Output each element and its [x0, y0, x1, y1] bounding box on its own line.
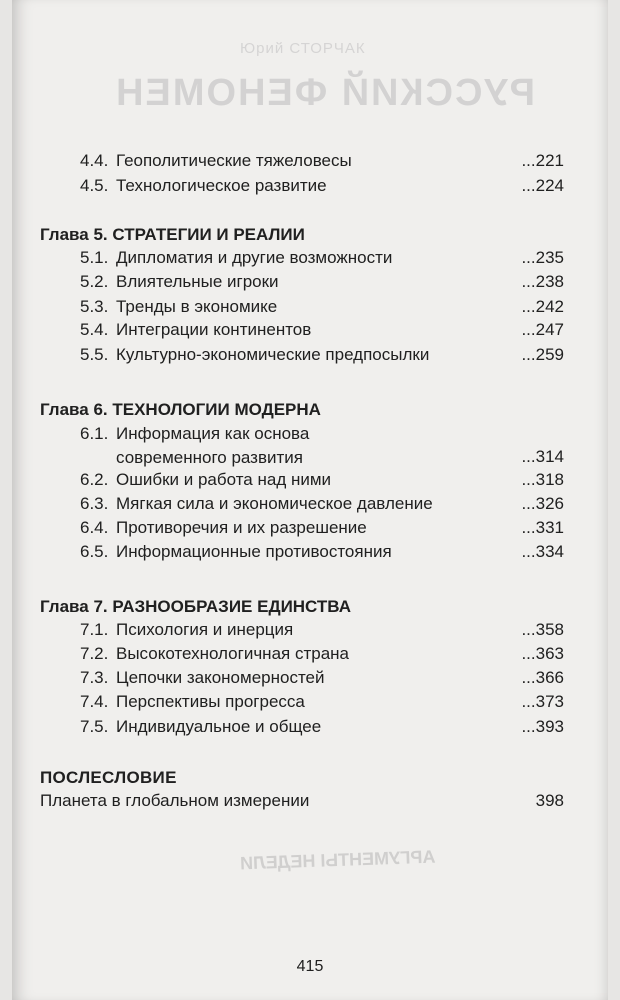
entry-title: Индивидуальное и общее	[116, 717, 322, 736]
entry-title: Психология и инерция	[116, 620, 294, 639]
entry-number: 7.1.	[80, 620, 109, 639]
entry-page: ...358	[521, 620, 564, 639]
entry-title: Противоречия и их разрешение	[116, 518, 367, 537]
entry-number: 4.4.	[80, 151, 109, 170]
entry-title: Тренды в экономике	[116, 297, 278, 316]
entry-title: Интеграции континентов	[116, 320, 312, 339]
entry-number: 5.1.	[80, 248, 109, 267]
chapter-5-heading[interactable]: Глава 5. СТРАТЕГИИ И РЕАЛИИ	[40, 225, 305, 244]
entry-page: ...366	[521, 668, 564, 687]
entry-number: 7.3.	[80, 668, 109, 687]
entry-page: ...318	[521, 470, 564, 489]
entry-title: Планета в глобальном измерении	[40, 791, 310, 810]
bleedthrough-publisher-logo: АРГУМЕНТЫ НЕДЕЛИ	[239, 846, 436, 874]
entry-page: ...373	[521, 692, 564, 711]
entry-page: ...235	[521, 248, 564, 267]
entry-title: Цепочки закономерностей	[116, 668, 325, 687]
entry-title: Геополитические тяжеловесы	[116, 151, 352, 170]
chapter-7-heading[interactable]: Глава 7. РАЗНООБРАЗИЕ ЕДИНСТВА	[40, 597, 352, 616]
entry-title-line-1: Информация как основа	[116, 424, 310, 443]
entry-page: ...363	[521, 644, 564, 663]
entry-number: 6.3.	[80, 494, 109, 513]
entry-number: 7.4.	[80, 692, 109, 711]
entry-number: 6.4.	[80, 518, 109, 537]
entry-title: Перспективы прогресса	[116, 692, 305, 711]
entry-page: ...238	[521, 272, 564, 291]
entry-page: ...331	[521, 518, 564, 537]
entry-page: ...334	[521, 542, 564, 561]
entry-number: 5.2.	[80, 272, 109, 291]
entry-number: 4.5.	[80, 176, 109, 195]
entry-page: ...393	[521, 717, 564, 736]
entry-page: ...247	[521, 320, 564, 339]
entry-title: Культурно-экономические предпосылки	[116, 345, 430, 364]
page-number: 415	[296, 958, 324, 975]
entry-number: 7.5.	[80, 717, 109, 736]
entry-page: ...314	[521, 447, 564, 466]
entry-number: 6.2.	[80, 470, 109, 489]
entry-page: ...224	[521, 176, 564, 195]
afterword-heading[interactable]: ПОСЛЕСЛОВИЕ	[40, 768, 177, 787]
entry-page: 398	[535, 791, 564, 810]
entry-title: Мягкая сила и экономическое давление	[116, 494, 433, 513]
entry-title-line-2: современного развития	[116, 448, 303, 467]
entry-title: Информационные противостояния	[116, 542, 392, 561]
entry-page: ...326	[521, 494, 564, 513]
chapter-6-heading[interactable]: Глава 6. ТЕХНОЛОГИИ МОДЕРНА	[40, 400, 321, 419]
entry-title: Влиятельные игроки	[116, 272, 279, 291]
entry-title: Ошибки и работа над ними	[116, 470, 332, 489]
bleedthrough-book-title: РУССКИЙ ФЕНОМЕН	[114, 72, 535, 114]
entry-page: ...242	[521, 297, 564, 316]
bleedthrough-author: Юрий СТОРЧАК	[240, 40, 366, 57]
entry-page: ...221	[521, 151, 564, 170]
entry-title: Технологическое развитие	[116, 176, 327, 195]
entry-page: ...259	[521, 345, 564, 364]
entry-number: 5.3.	[80, 297, 109, 316]
entry-title: Высокотехнологичная страна	[116, 644, 349, 663]
entry-number: 6.5.	[80, 542, 109, 561]
entry-number: 7.2.	[80, 644, 109, 663]
entry-number: 5.4.	[80, 320, 109, 339]
entry-number: 6.1.	[80, 424, 109, 443]
entry-number: 5.5.	[80, 345, 109, 364]
entry-title: Дипломатия и другие возможности	[116, 248, 393, 267]
